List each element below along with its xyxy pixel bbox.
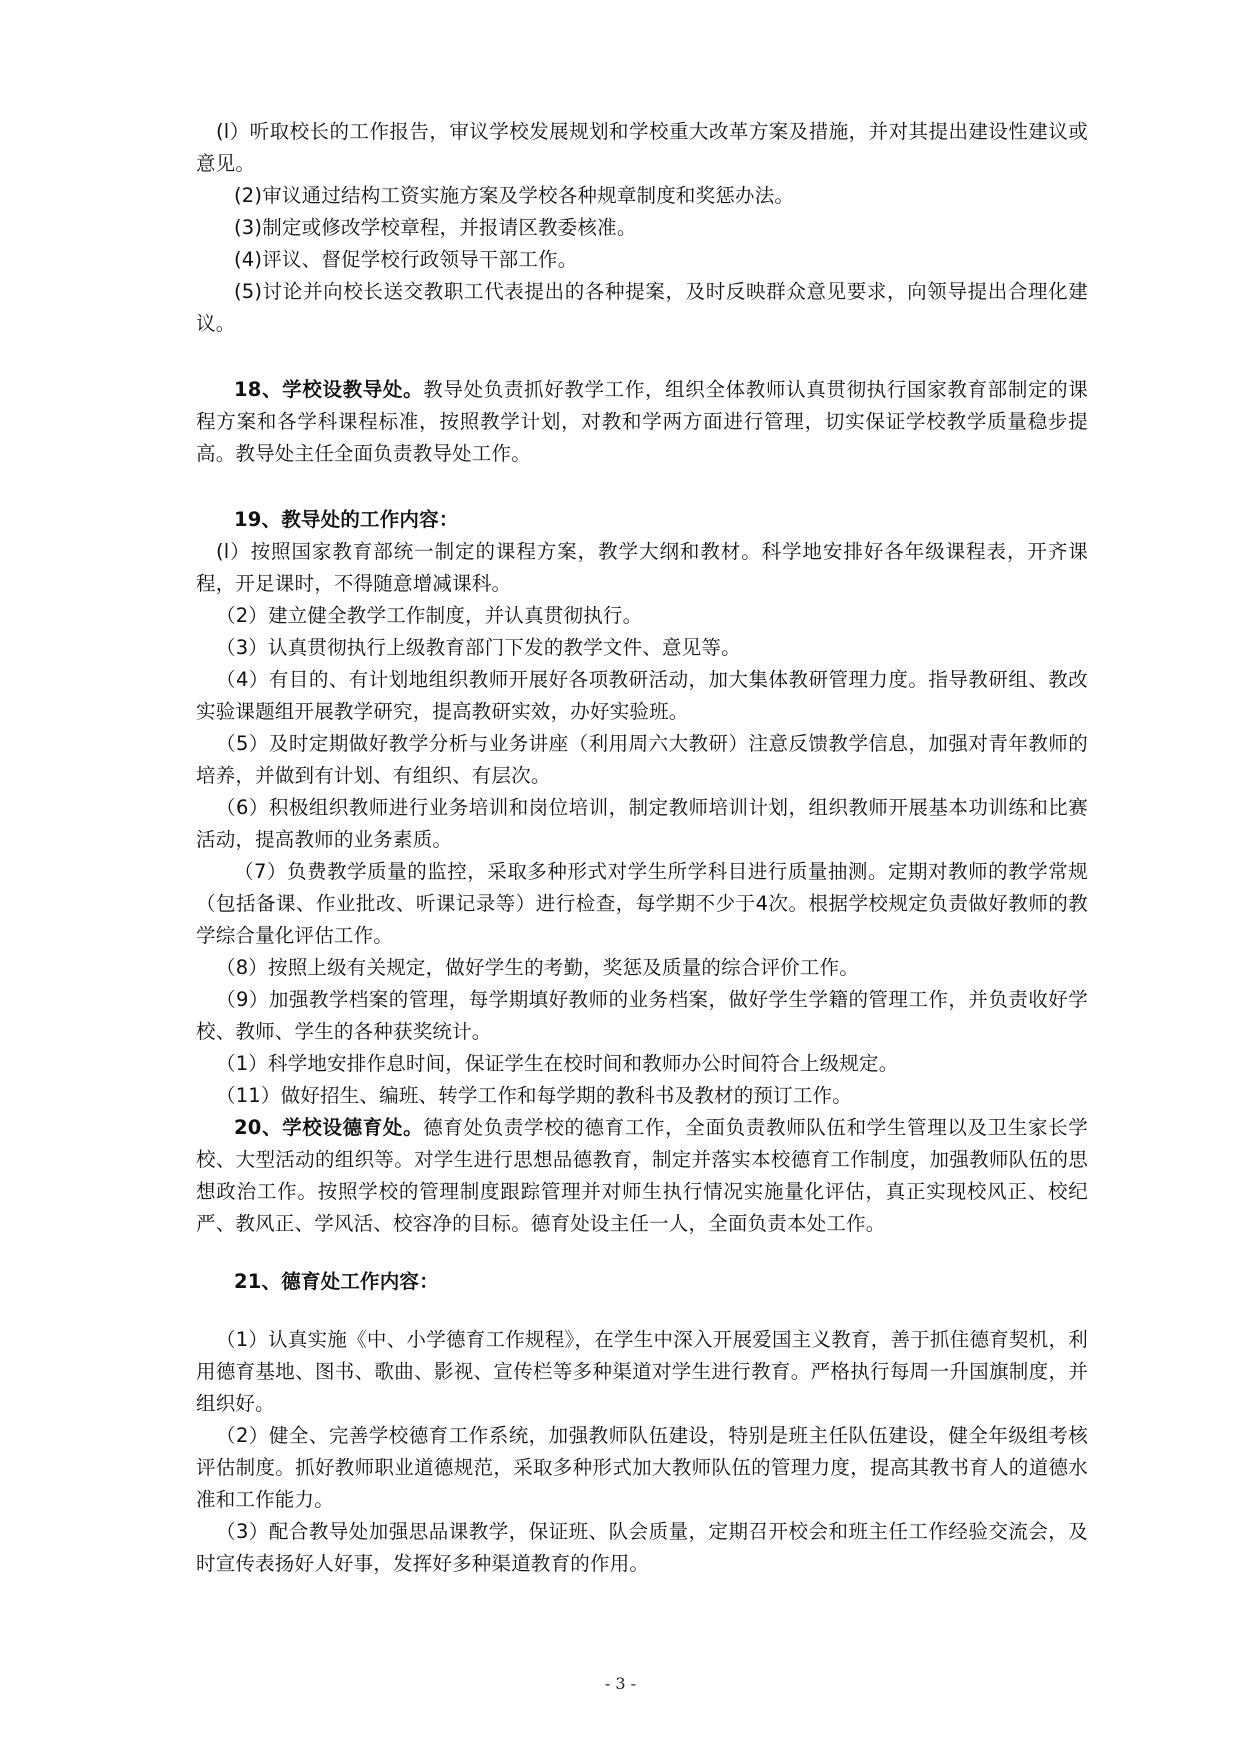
section-19-heading: 19、教导处的工作内容： xyxy=(234,508,459,531)
paragraph-19-7: （7）负费教学质量的监控，采取多种形式对学生所学科目进行质量抽测。定期对教师的教学常规（包括备课、作业批改、听课记录等）进行检查，每学期不少于4次。根据学校规定负责做好教师的教学综合量化评估工作。 xyxy=(196,860,1088,947)
paragraph-19-3: （3）认真贯彻执行上级教育部门下发的教学文件、意见等。 xyxy=(216,636,741,659)
paragraph-17-4: (4)评议、督促学校行政领导干部工作。 xyxy=(234,248,578,271)
paragraph-19-9: （9）加强教学档案的管理，每学期填好教师的业务档案，做好学生学籍的管理工作，并负责收好学校、教师、学生的各种获奖统计。 xyxy=(196,988,1088,1043)
paragraph-17-2: (2)审议通过结构工资实施方案及学校各种规章制度和奖惩办法。 xyxy=(234,184,795,207)
paragraph-19-1: (l）按照国家教育部统一制定的课程方案，教学大纲和教材。科学地安排好各年级课程表，开齐课程，开足课时，不得随意增减课科。 xyxy=(196,540,1088,595)
paragraph-19-4: （4）有目的、有计划地组织教师开展好各项教研活动，加大集体教研管理力度。指导教研组、教改实验课题组开展教学研究，提高教研实效，办好实验班。 xyxy=(196,668,1088,723)
paragraph-17-5: (5)讨论并向校长送交教职工代表提出的各种提案，及时反映群众意见要求，向领导提出合理化建议。 xyxy=(196,280,1088,335)
section-21-heading: 21、德育处工作内容： xyxy=(234,1270,439,1293)
paragraph-17-1: (l）听取校长的工作报告，审议学校发展规划和学校重大改革方案及措施，并对其提出建设性建议或意见。 xyxy=(196,120,1088,175)
paragraph-19-10: （1）科学地安排作息时间，保证学生在校时间和教师办公时间符合上级规定。 xyxy=(216,1052,899,1075)
paragraph-19-8: （8）按照上级有关规定，做好学生的考勤，奖惩及质量的综合评价工作。 xyxy=(216,956,860,979)
section-20-text: 德育处负责学校的德育工作，全面负责教师队伍和学生管理以及卫生家长学校、大型活动的组织等。对学生进行思想品德教育，制定并落实本校德育工作制度，加强教师队伍的思想政治工作。按照学校的管理制度跟踪管理并对师生执行情况实施量化评估，真正实现校风正、校纪严、教风正、学风活、校容净的目标。德育处设主任一人，全面负责本处工作。 xyxy=(196,1116,1089,1235)
paragraph-19-11: （11）做好招生、编班、转学工作和每学期的教科书及教材的预订工作。 xyxy=(216,1084,852,1107)
section-18-heading: 18、学校设教导处。 xyxy=(234,378,424,401)
section-18-paragraph xyxy=(196,374,1088,470)
paragraph-19-2: （2）建立健全教学工作制度，并认真贯彻执行。 xyxy=(216,604,643,627)
section-20-paragraph xyxy=(196,1112,1088,1240)
paragraph-21-3: （3）配合教导处加强思品课教学，保证班、队会质量，定期召开校会和班主任工作经验交流会，及时宣传表扬好人好事，发挥好多种渠道教育的作用。 xyxy=(196,1520,1088,1575)
document-body xyxy=(196,116,1088,1580)
paragraph-21-2: （2）健全、完善学校德育工作系统，加强教师队伍建设，特别是班主任队伍建设，健全年级组考核评估制度。抓好教师职业道德规范，采取多种形式加大教师队伍的管理力度，提高其教书育人的道德水准和工作能力。 xyxy=(196,1424,1088,1511)
section-20-heading: 20、学校设德育处。 xyxy=(234,1116,424,1139)
page-number: - 3 - xyxy=(604,1674,637,1693)
paragraph-21-1: （1）认真实施《中、小学德育工作规程》，在学生中深入开展爱国主义教育，善于抓住德育契机，利用德育基地、图书、歌曲、影视、宣传栏等多种渠道对学生进行教育。严格执行每周一升国旗制度，并组织好。 xyxy=(196,1328,1088,1415)
paragraph-17-3: (3)制定或修改学校章程，并报请区教委核准。 xyxy=(234,216,637,239)
paragraph-19-6: （6）积极组织教师进行业务培训和岗位培训，制定教师培训计划，组织教师开展基本功训练和比赛活动，提高教师的业务素质。 xyxy=(196,796,1088,851)
section-18-text: 教导处负责抓好教学工作，组织全体教师认真贯彻执行国家教育部制定的课程方案和各学科课程标准，按照教学计划，对教和学两方面进行管理，切实保证学校教学质量稳步提高。教导处主任全面负责教导处工作。 xyxy=(196,378,1089,465)
paragraph-19-5: （5）及时定期做好教学分析与业务讲座（利用周六大教研）注意反馈教学信息，加强对青年教师的培养，并做到有计划、有组织、有层次。 xyxy=(196,732,1088,787)
